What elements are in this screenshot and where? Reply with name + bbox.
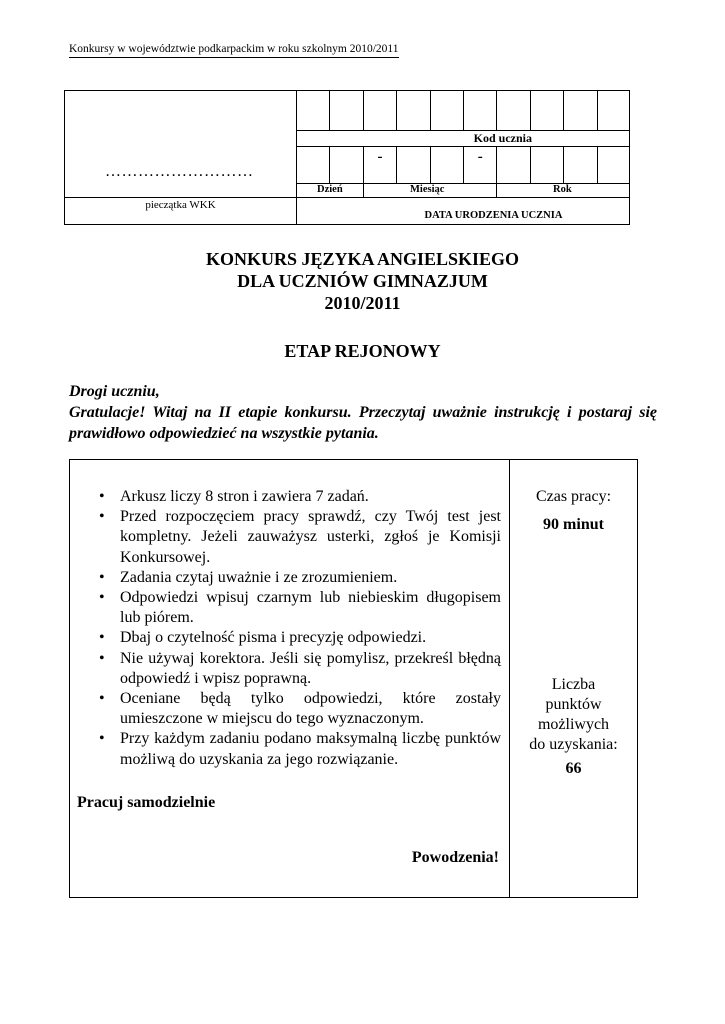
- code-cell[interactable]: [397, 91, 430, 130]
- day-label: Dzień: [317, 184, 343, 195]
- code-cell[interactable]: [598, 91, 630, 130]
- date-separator: -: [464, 147, 497, 183]
- student-code-cells[interactable]: [297, 91, 630, 130]
- code-cell[interactable]: [297, 91, 330, 130]
- list-item: • Dbaj o czytelność pisma i precyzję odpowiedzi.: [99, 628, 501, 648]
- greeting: [69, 381, 657, 444]
- divider: [363, 184, 364, 198]
- birth-date-cells[interactable]: [297, 147, 630, 184]
- date-cell-year-1[interactable]: [497, 147, 530, 183]
- date-cell-day-1[interactable]: [297, 147, 330, 183]
- contest-stage: ETAP REJONOWY: [284, 341, 441, 361]
- instructions-box: [69, 459, 638, 898]
- code-cell[interactable]: [464, 91, 497, 130]
- date-cell-year-2[interactable]: [531, 147, 564, 183]
- rules-list: [99, 487, 501, 770]
- student-code-label: Kod ucznia: [297, 130, 630, 147]
- work-alone-note: Pracuj samodzielnie: [77, 794, 216, 811]
- list-item: • Przed rozpoczęciem pracy sprawdź, czy Twój test jest kompletny. Jeżeli zauważysz usterki, zgłoś je Komisji Konkursowej.: [99, 507, 501, 568]
- date-cell-year-3[interactable]: [564, 147, 597, 183]
- list-item: • Arkusz liczy 8 stron i zawiera 7 zadań.: [99, 487, 501, 507]
- date-cell-year-4[interactable]: [598, 147, 630, 183]
- stamp-label: pieczątka WKK: [145, 199, 216, 211]
- header-box: [64, 90, 630, 225]
- list-item: • Oceniane będą tylko odpowiedzi, które zostały umieszczone w miejscu do tego wyznaczonym.: [99, 689, 501, 729]
- code-cell[interactable]: [330, 91, 363, 130]
- points-label-line-2: punktów: [545, 696, 602, 713]
- code-cell[interactable]: [531, 91, 564, 130]
- date-cell-day-2[interactable]: [330, 147, 363, 183]
- birth-date-labels: [297, 184, 630, 198]
- year-label: Rok: [553, 184, 572, 195]
- greeting-text: Gratulacje! Witaj na II etapie konkursu. Przeczytaj uważnie instrukcję i postaraj się prawidłowo odpowiedzieć na wszystkie pytania.: [69, 404, 657, 442]
- points-value: 66: [565, 760, 582, 777]
- divider: [496, 184, 497, 198]
- month-label: Miesiąc: [410, 184, 445, 195]
- contest-title-line-2: DLA UCZNIÓW GIMNAZJUM: [237, 271, 488, 291]
- time-value: 90 minut: [543, 516, 604, 533]
- code-cell[interactable]: [564, 91, 597, 130]
- birth-date-caption: DATA URODZENIA UCZNIA: [297, 197, 630, 224]
- running-header: Konkursy w województwie podkarpackim w roku szkolnym 2010/2011: [69, 42, 399, 58]
- code-cell[interactable]: [497, 91, 530, 130]
- date-separator: -: [364, 147, 397, 183]
- list-item: • Przy każdym zadaniu podano maksymalną liczbę punktów możliwą do uzyskania za jego rozwiązanie.: [99, 729, 501, 769]
- divider: [65, 197, 296, 198]
- points-label-line-1: Liczba: [551, 676, 596, 693]
- list-item: • Nie używaj korektora. Jeśli się pomylisz, przekreśl błędną odpowiedź i wpisz poprawną.: [99, 649, 501, 689]
- code-cell[interactable]: [364, 91, 397, 130]
- code-cell[interactable]: [431, 91, 464, 130]
- stamp-dots: ………………………: [105, 163, 254, 180]
- time-label: Czas pracy:: [535, 488, 612, 505]
- good-luck-note: Powodzenia!: [411, 849, 499, 866]
- list-item: • Odpowiedzi wpisuj czarnym lub niebieskim długopisem lub piórem.: [99, 588, 501, 628]
- list-item: • Zadania czytaj uważnie i ze zrozumieniem.: [99, 568, 501, 588]
- date-cell-month-2[interactable]: [431, 147, 464, 183]
- date-cell-month-1[interactable]: [397, 147, 430, 183]
- contest-year: 2010/2011: [324, 293, 401, 313]
- contest-title-line-1: KONKURS JĘZYKA ANGIELSKIEGO: [205, 249, 520, 269]
- points-label-line-4: do uzyskania:: [529, 736, 618, 753]
- points-label-line-3: możliwych: [537, 716, 610, 733]
- salutation: Drogi uczniu,: [69, 383, 160, 400]
